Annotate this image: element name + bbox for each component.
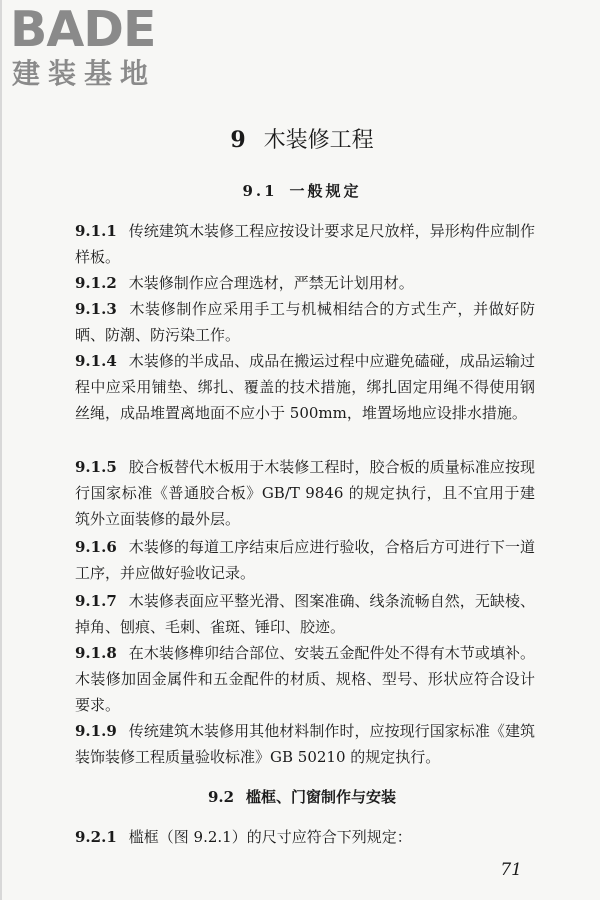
logo-wordmark: BADE [10,1,156,58]
clause-number: 9.1.1 [75,222,117,240]
logo [10,1,180,94]
clause-text: 在木装修榫卯结合部位、安装五金配件处不得有木节或填补。木装修加固金属件和五金配件的材质、规格、型号、形状应符合设计要求。 [75,644,535,714]
clause [75,588,535,640]
clause [75,534,535,586]
clause-number: 9.1.6 [75,538,117,556]
clause-number: 9.1.7 [75,592,117,610]
clause-number: 9.1.4 [75,352,117,370]
section-name: 槛框、门窗制作与安装 [246,788,397,806]
clause [75,296,535,348]
clause-number: 9.1.9 [75,722,117,740]
clause [75,218,535,270]
clause-text: 传统建筑木装修工程应按设计要求足尺放样，异形构件应制作样板。 [75,222,535,266]
clause [75,640,535,718]
clause-number: 9.2.1 [75,828,117,846]
clause-text: 木装修制作应合理选材，严禁无计划用材。 [128,274,414,292]
clause-text: 木装修的半成品、成品在搬运过程中应避免磕碰，成品运输过程中应采用铺垫、绑扎、覆盖的技术措施，绑扎固定用绳不得使用钢丝绳，成品堆置离地面不应小于 500mm，堆置场地应设排水措施。 [75,352,535,422]
page-number: 71 [500,860,522,880]
clause-number: 9.1.8 [75,644,117,662]
clause-number: 9.1.3 [75,300,117,318]
clause-text: 木装修的每道工序结束后应进行验收，合格后方可进行下一道工序，并应做好验收记录。 [75,538,535,582]
section-number: 9.1 [242,182,278,200]
section-title [2,180,600,202]
clause [75,718,535,770]
clause-number: 9.1.2 [75,274,117,292]
section-name: 一般规定 [289,182,362,200]
clause-text: 胶合板替代木板用于木装修工程时，胶合板的质量标准应按现行国家标准《普通胶合板》GB/T 9846 的规定执行，且不宜用于建筑外立面装修的最外层。 [75,458,535,528]
clause-number: 9.1.5 [75,458,117,476]
chapter-title [2,125,600,156]
clause [75,348,535,426]
section-number: 9.2 [207,788,235,806]
clause [75,824,535,850]
clause [75,270,535,296]
logo-subtitle: 建装基地 [12,57,157,90]
clause-text: 传统建筑木装修用其他材料制作时，应按现行国家标准《建筑装饰装修工程质量验收标准》GB 50210 的规定执行。 [75,722,535,766]
clause [75,454,535,532]
clause-text: 槛框（图 9.2.1）的尺寸应符合下列规定： [128,828,412,846]
chapter-number: 9 [230,127,246,153]
chapter-name: 木装修工程 [263,128,374,153]
clause-text: 木装修制作应采用手工与机械相结合的方式生产，并做好防晒、防潮、防污染工作。 [75,300,535,344]
clause-text: 木装修表面应平整光滑、图案准确、线条流畅自然，无缺棱、掉角、刨痕、毛刺、雀斑、锤印、胶迹。 [75,592,535,636]
section-title [2,786,600,808]
